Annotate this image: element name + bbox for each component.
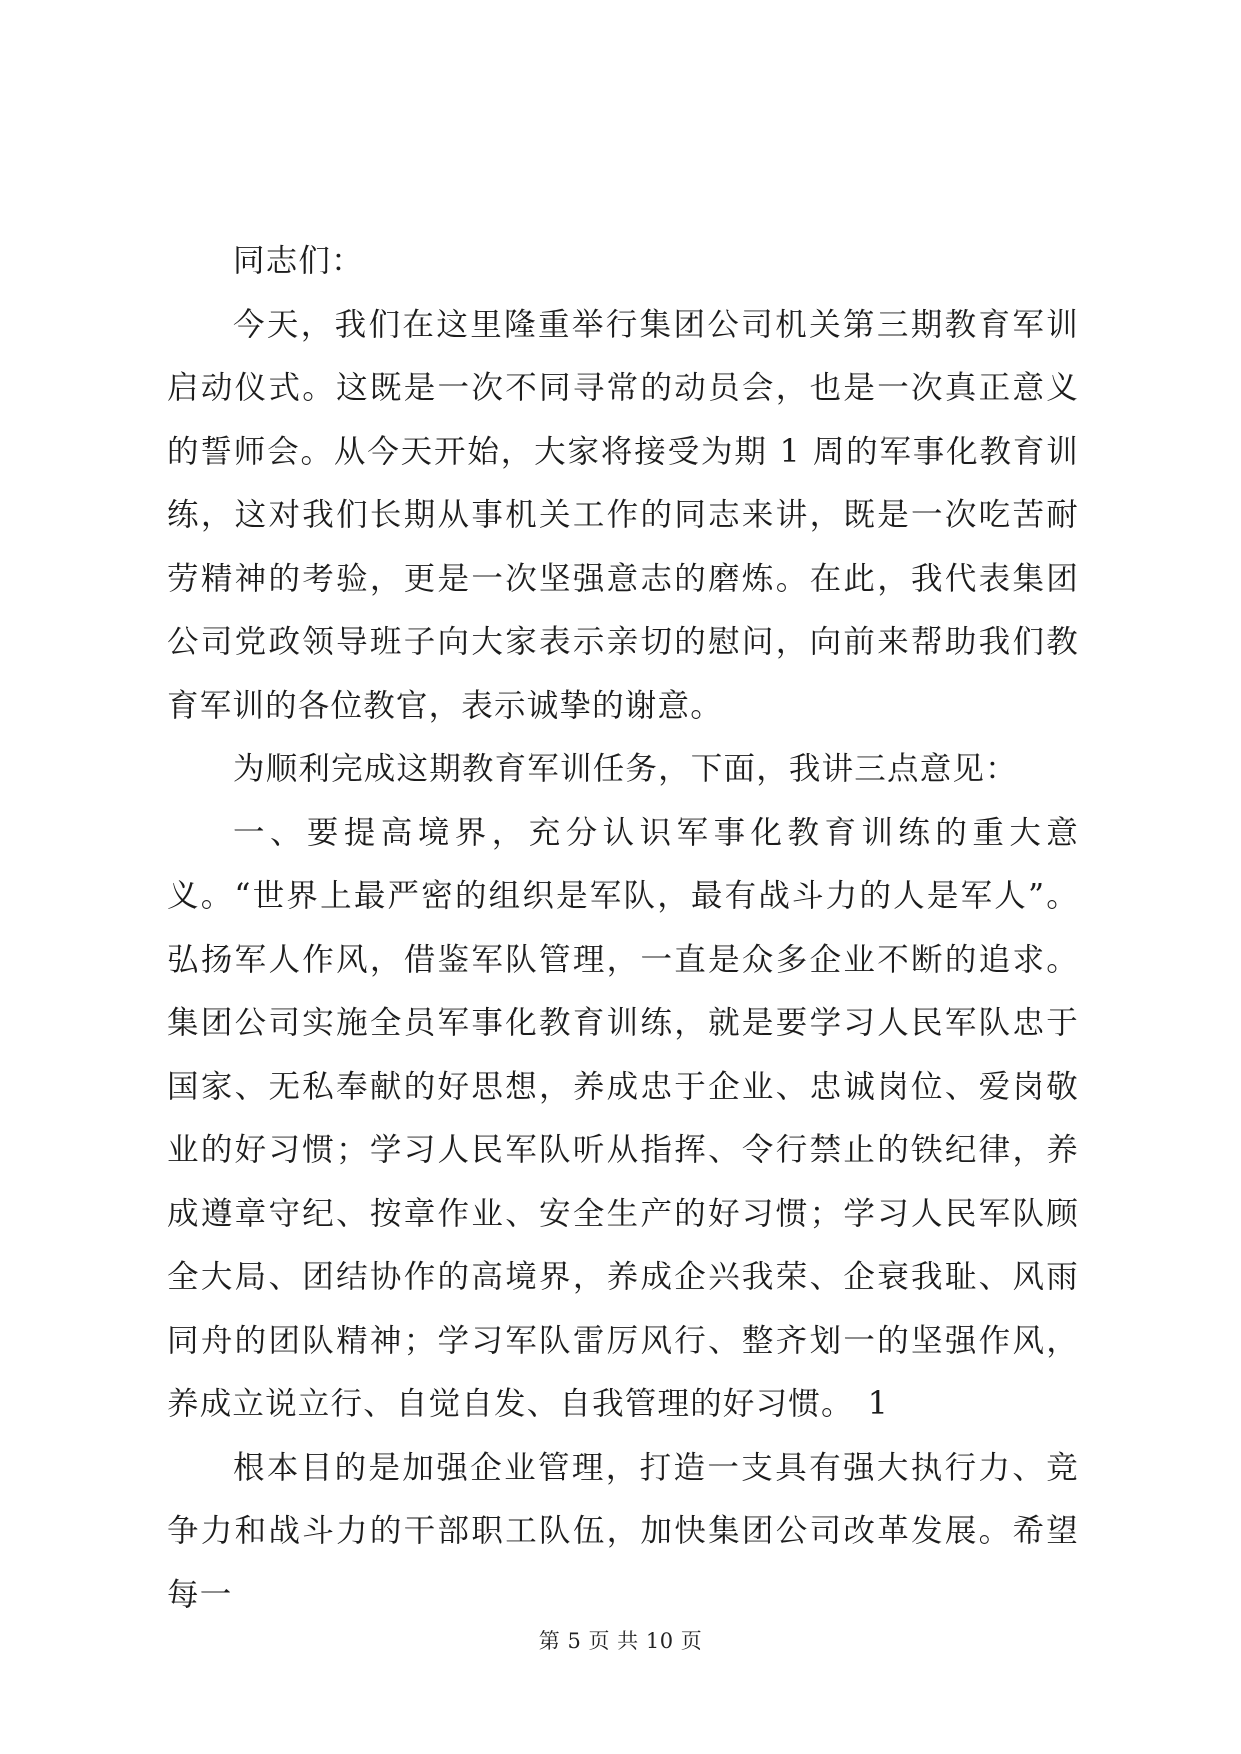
paragraph-purpose: 根本目的是加强企业管理，打造一支具有强大执行力、竞争力和战斗力的干部职工队伍，加快集团公司改革发展。希望每一 xyxy=(167,1449,1079,1613)
body-text xyxy=(167,230,1079,1627)
paragraph-point-one xyxy=(167,802,1079,1437)
paragraph-opening: 今天，我们在这里隆重举行集团公司机关第三期教育军训启动仪式。这既是一次不同寻常的动员会，也是一次真正意义的誓师会。从今天开始，大家将接受为期 1 周的军事化教育训练，这对我们长期从事机关工作的同志来讲，既是一次吃苦耐劳精神的考验，更是一次坚强意志的磨炼。在此，我代表集团公司党政领导班子向大家表示亲切的慰问，向前来帮助我们教育军训的各位教官，表示诚挚的谢意。 xyxy=(167,306,1079,724)
page-footer: 第 5 页 共 10 页 xyxy=(538,1629,703,1653)
salutation: 同志们： xyxy=(233,243,364,279)
paragraph-intro-points: 为顺利完成这期教育军训任务，下面，我讲三点意见： xyxy=(233,751,1018,787)
paragraph-point-one-text: 一、要提高境界，充分认识军事化教育训练的重大意义。“世界上最严密的组织是军队，最有战斗力的人是军人”。弘扬军人作风，借鉴军队管理，一直是众多企业不断的追求。集团公司实施全员军事化教育训练，就是要学习人民军队忠于国家、无私奉献的好思想，养成忠于企业、忠诚岗位、爱岗敬业的好习惯；学习人民军队听从指挥、令行禁止的铁纪律，养成遵章守纪、按章作业、安全生产的好习惯；学习人民军队顾全大局、团结协作的高境界，养成企兴我荣、企衰我耻、风雨同舟的团队精神；学习军队雷厉风行、整齐划一的坚强作风，养成立说立行、自觉自发、自我管理的好习惯。 xyxy=(167,814,1079,1422)
inline-page-marker: 1 xyxy=(867,1386,889,1422)
